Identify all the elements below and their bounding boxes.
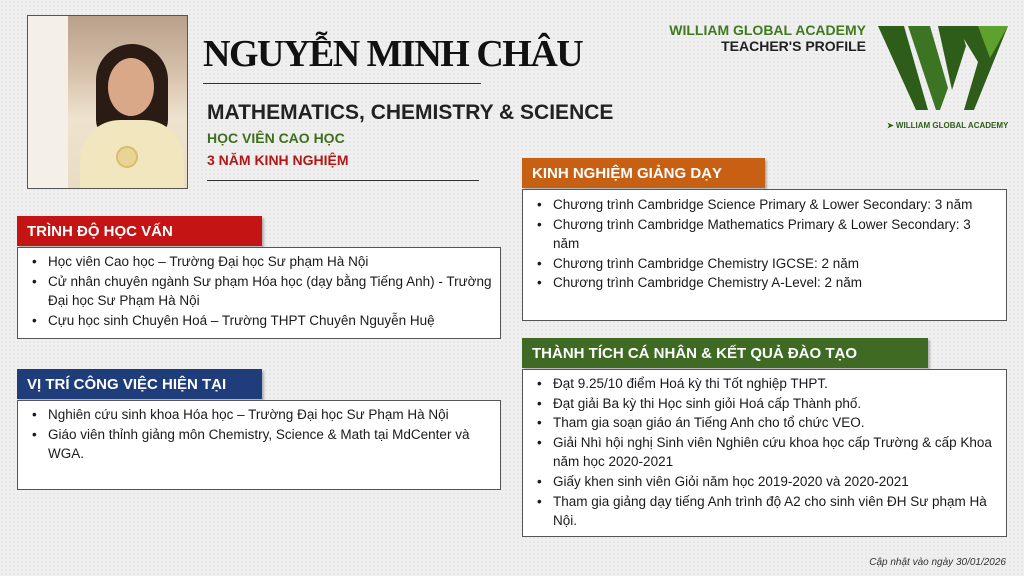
education-box <box>17 247 501 339</box>
list-item: • Chương trình Cambridge Chemistry A-Level: 2 năm <box>531 273 998 293</box>
achievements-heading: THÀNH TÍCH CÁ NHÂN & KẾT QUẢ ĐÀO TẠO <box>522 338 928 368</box>
teaching-experience-box <box>522 189 1007 321</box>
list-item: • Chương trình Cambridge Chemistry IGCSE: 2 năm <box>531 254 998 274</box>
education-heading: TRÌNH ĐỘ HỌC VẤN <box>17 216 262 246</box>
current-position-heading: VỊ TRÍ CÔNG VIỆC HIỆN TẠI <box>17 369 262 399</box>
degree-label: HỌC VIÊN CAO HỌC <box>207 130 345 146</box>
list-item: • Giấy khen sinh viên Giỏi năm học 2019-2020 và 2020-2021 <box>531 472 998 492</box>
list-item: • Học viên Cao học – Trường Đại học Sư phạm Hà Nội <box>26 252 492 272</box>
achievements-box <box>522 369 1007 537</box>
divider <box>207 180 479 181</box>
list-item: • Tham gia soạn giáo án Tiếng Anh cho tổ chức VEO. <box>531 413 998 433</box>
last-updated-note: Cập nhật vào ngày 30/01/2026 <box>869 557 1006 568</box>
subjects-title: MATHEMATICS, CHEMISTRY & SCIENCE <box>207 101 614 124</box>
list-item: • Chương trình Cambridge Science Primary & Lower Secondary: 3 năm <box>531 195 998 215</box>
list-item: • Cựu học sinh Chuyên Hoá – Trường THPT Chuyên Nguyễn Huệ <box>26 311 492 331</box>
experience-label: 3 NĂM KINH NGHIỆM <box>207 152 349 168</box>
academy-logo-icon <box>878 18 1008 118</box>
teacher-photo <box>27 15 188 189</box>
list-item: • Giáo viên thỉnh giảng môn Chemistry, Science & Math tại MdCenter và WGA. <box>26 425 492 464</box>
list-item: • Nghiên cứu sinh khoa Hóa học – Trường Đại học Sư Phạm Hà Nội <box>26 405 492 425</box>
list-item: • Đạt giải Ba kỳ thi Học sinh giỏi Hoá cấp Thành phố. <box>531 394 998 414</box>
teaching-experience-heading: KINH NGHIỆM GIẢNG DẠY <box>522 158 765 188</box>
list-item: • Tham gia giảng dạy tiếng Anh trình độ A2 cho sinh viên ĐH Sư phạm Hà Nội. <box>531 492 998 531</box>
list-item: • Cử nhân chuyên ngành Sư phạm Hóa học (dạy bằng Tiếng Anh) - Trường Đại học Sư Phạm Hà Nội <box>26 272 492 311</box>
list-item: • Đạt 9.25/10 điểm Hoá kỳ thi Tốt nghiệp THPT. <box>531 374 998 394</box>
profile-subtitle: TEACHER'S PROFILE <box>721 38 866 54</box>
logo-caption: ➤ WILLIAM GLOBAL ACADEMY <box>887 121 1009 130</box>
teacher-name: NGUYỄN MINH CHÂU <box>203 33 583 75</box>
current-position-box <box>17 400 501 490</box>
divider <box>203 83 481 84</box>
list-item: • Chương trình Cambridge Mathematics Primary & Lower Secondary: 3 năm <box>531 215 998 254</box>
academy-title: WILLIAM GLOBAL ACADEMY <box>669 22 866 38</box>
list-item: • Giải Nhì hội nghị Sinh viên Nghiên cứu khoa học cấp Trường & cấp Khoa năm học 2020-2021 <box>531 433 998 472</box>
